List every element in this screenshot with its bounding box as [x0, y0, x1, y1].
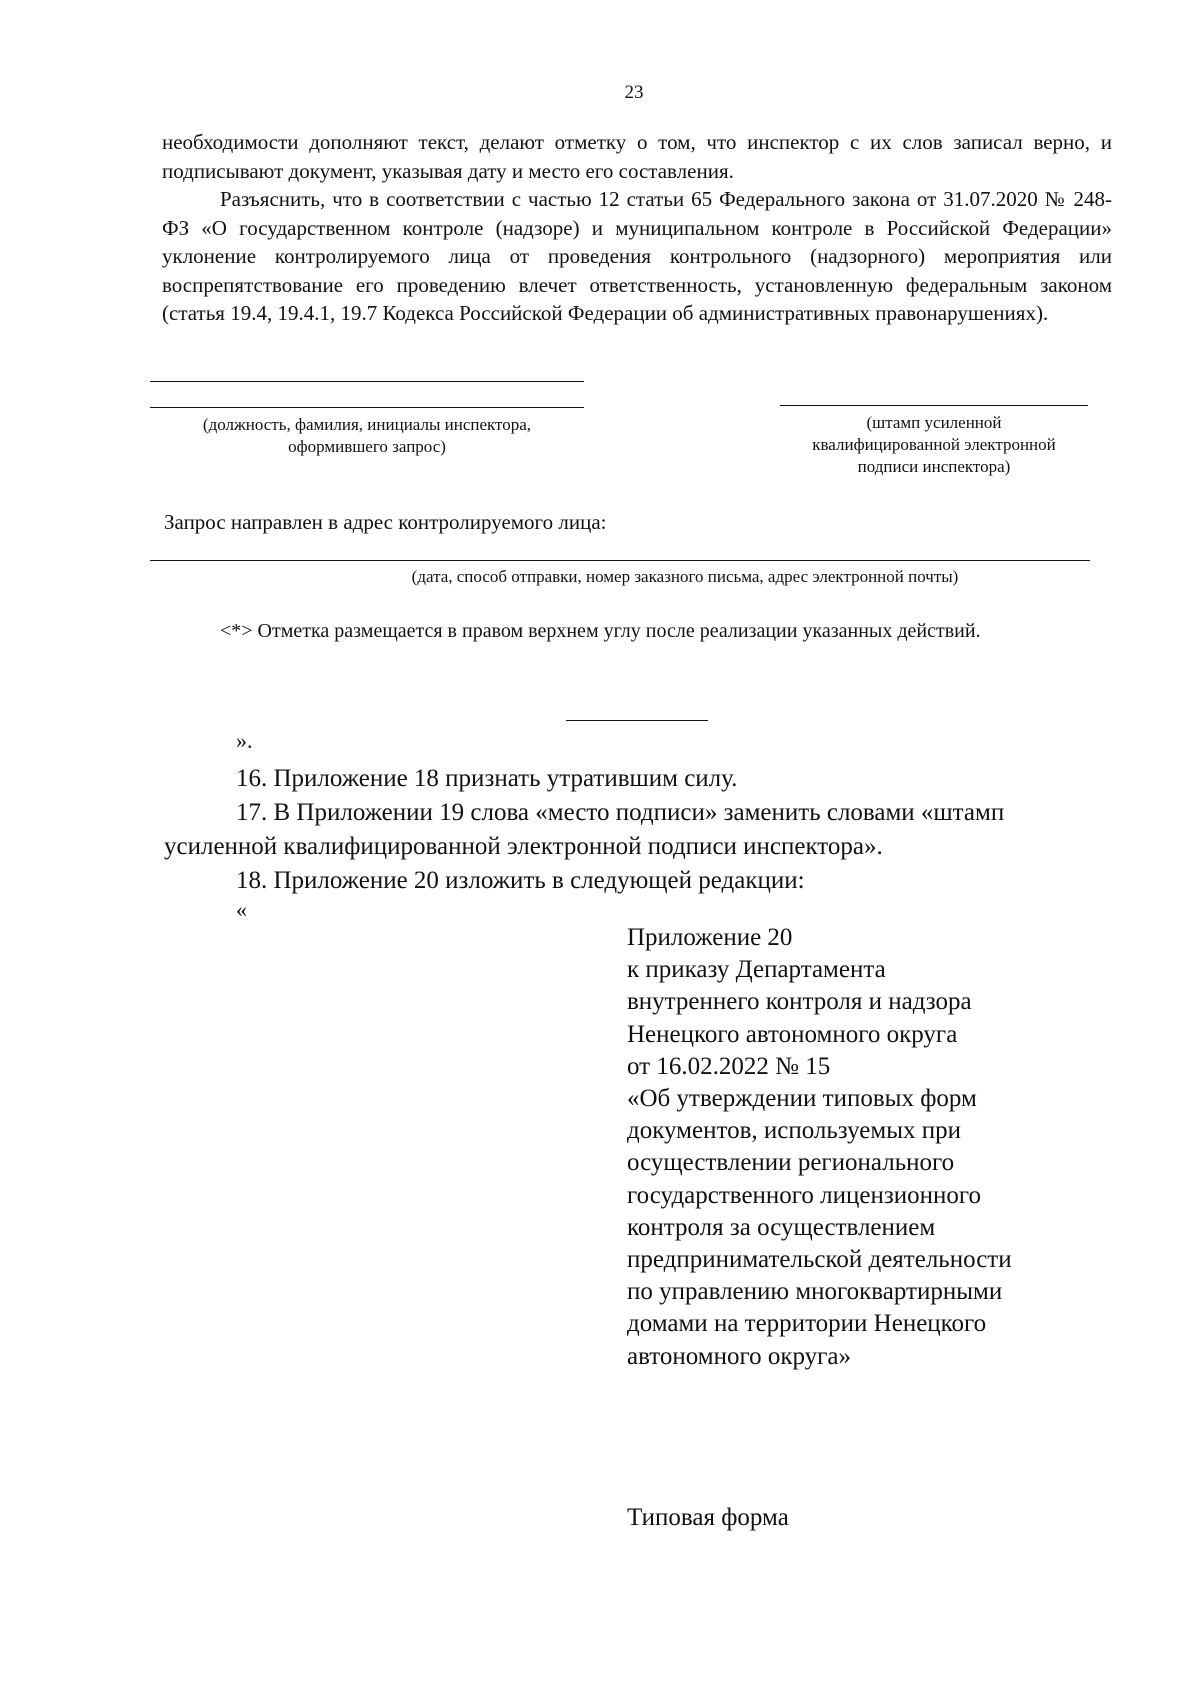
appendix-line: предпринимательской деятельности — [627, 1246, 1012, 1274]
page-number: 23 — [624, 82, 644, 103]
appendix-line: осуществлении регионального — [627, 1149, 955, 1177]
appendix-line: Приложение 20 — [627, 924, 793, 951]
appendix-line: от 16.02.2022 № 15 — [627, 1052, 831, 1080]
item-16: 16. Приложение 18 признать утратившим силу. — [236, 765, 738, 792]
item-18: 18. Приложение 20 изложить в следующей редакции: — [236, 867, 805, 894]
item-17-line-2: усиленной квалифицированной электронной подписи инспектора». — [164, 833, 883, 860]
appendix-line: домами на территории Ненецкого — [627, 1310, 987, 1338]
appendix-line: Ненецкого автономного округа — [627, 1020, 958, 1048]
signature-line-inspector — [150, 407, 584, 408]
appendix-line: автономного округа» — [627, 1342, 852, 1370]
stamp-caption: (штамп усиленной квалифицированной электронной подписи инспектора) — [812, 413, 1056, 476]
stamp-line — [780, 405, 1088, 406]
appendix-line: контроля за осуществлением — [627, 1213, 936, 1241]
top-text — [162, 128, 1112, 328]
item-17-line-1: 17. В Приложении 19 слова «место подписи» заменить словами «штамп — [236, 799, 1005, 826]
inspector-caption: (должность, фамилия, инициалы инспектора, оформившего запрос) — [202, 415, 532, 456]
paragraph-explanation: Разъяснить, что в соответствии с частью 12 статьи 65 Федерального закона от 31.07.2020 № 248-ФЗ «О государственном контроле (надзоре) и муниципальном контроле в Российской Федерации» уклонение контролируемого лица от проведения контрольного (надзорного) мероприятия или воспрепятствование его проведению влечет ответственность, установленную федеральным законом (статья 19.4, 19.4.1, 19.7 Кодекса Российской Федерации об административных правонарушениях). — [162, 187, 1112, 325]
appendix-line: документов, используемых при — [627, 1117, 962, 1145]
appendix-line: «Об утверждении типовых форм — [627, 1085, 977, 1113]
footnote-separator — [566, 720, 708, 721]
sent-label: Запрос направлен в адрес контролируемого лица: — [164, 510, 607, 534]
appendix-line: по управлению многоквартирными — [627, 1278, 1003, 1306]
footnote: <*> Отметка размещается в правом верхнем углу после реализации указанных действий. — [220, 620, 981, 642]
appendix-line: внутреннего контроля и надзора — [627, 988, 972, 1016]
sent-caption: (дата, способ отправки, номер заказного письма, адрес электронной почты) — [411, 567, 959, 586]
open-quote: « — [236, 897, 247, 922]
form-type-label: Типовая форма — [627, 1504, 789, 1531]
closing-quote: ». — [236, 728, 253, 753]
appendix-header — [627, 922, 1097, 1373]
sent-line — [150, 560, 1090, 561]
appendix-line: к приказу Департамента — [627, 956, 886, 984]
paragraph-continuation: необходимости дополняют текст, делают отметку о том, что инспектор с их слов записал верно, и подписывают документ, указывая дату и место его составления. — [162, 130, 1112, 183]
signature-line-upper — [150, 381, 584, 382]
appendix-line: государственного лицензионного — [627, 1181, 982, 1209]
